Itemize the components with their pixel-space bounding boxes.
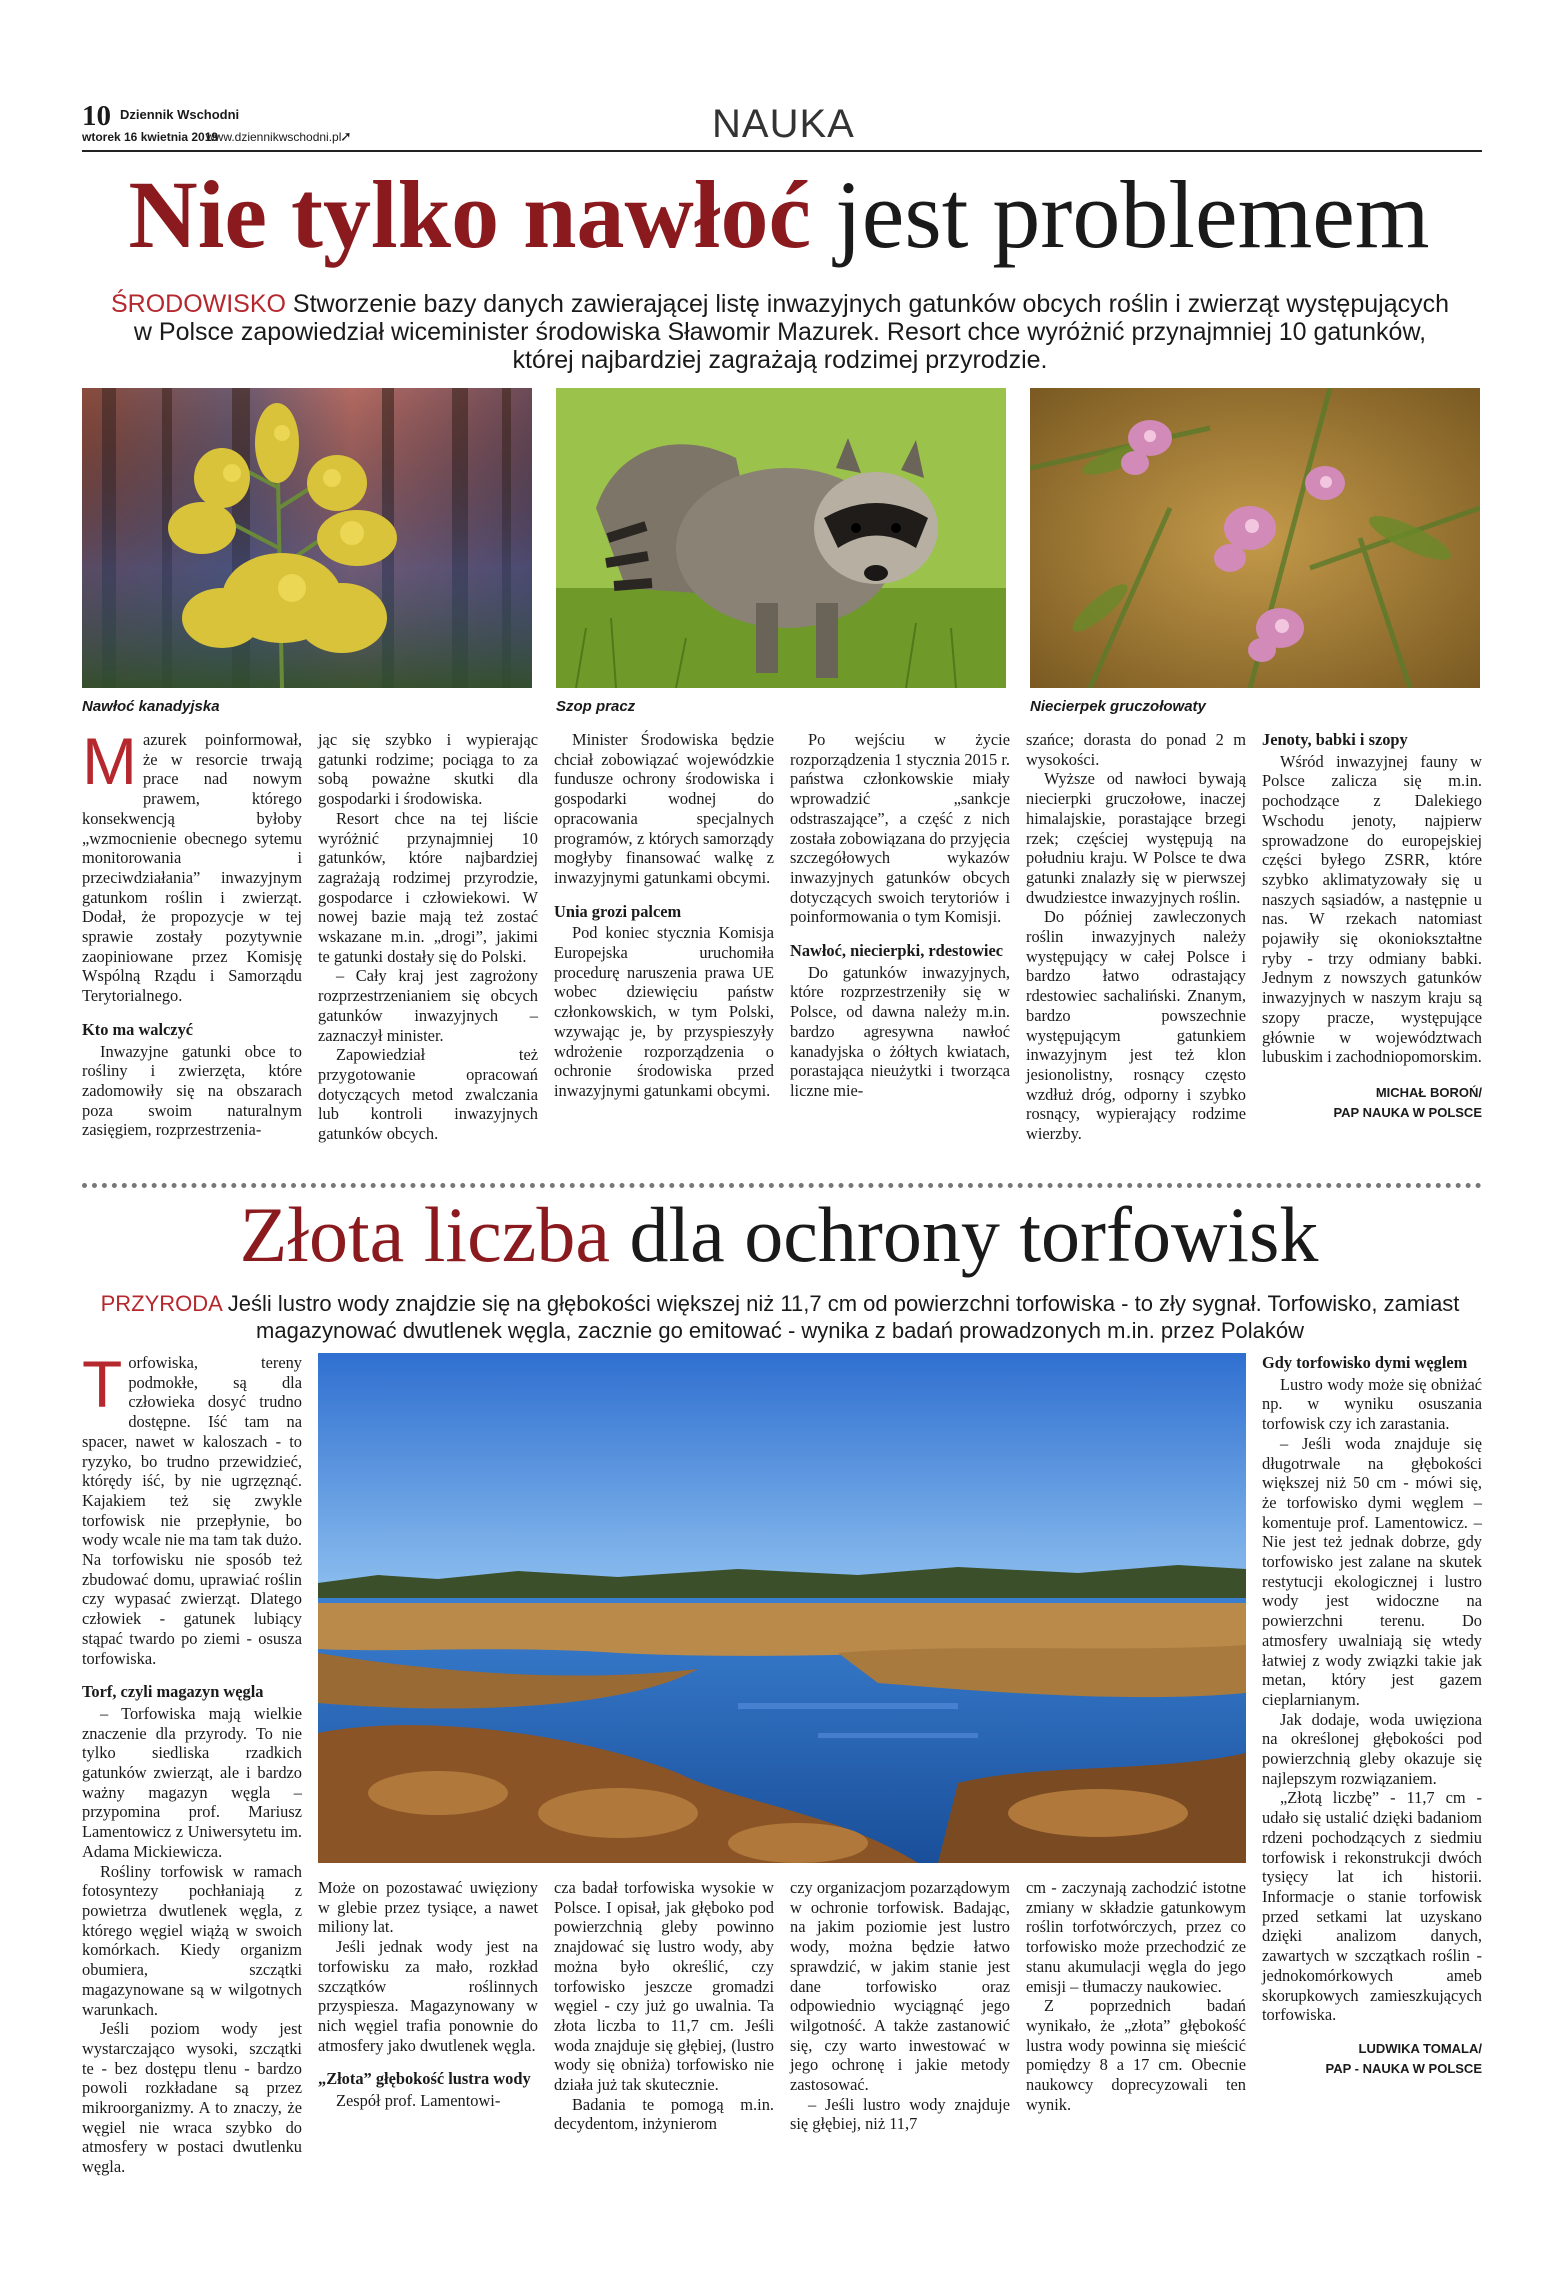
subheading: Kto ma walczyć [82,1019,194,1039]
paragraph: Pod koniec stycznia Komisja Europejska uruchomiła procedurę naruszenia prawa UE wobec dziewięciu państw członkowskich, w tym Polski, wzywając je, by przyspieszyły wdrożenie rozporządzenia o ochronie środowiska przed inwazyjnymi gatunkami obcymi. [554,923,774,1100]
lead-line: Stworzenie bazy danych zawierającej listę inwazyjnych gatunków obcych roślin i zwierząt występujących [285,290,1450,318]
paragraph: szańce; dorasta do ponad 2 m wysokości. [1026,730,1246,769]
paragraph: Wyższe od nawłoci bywają niecierpki gruczołowe, inaczej himalajskie, porastające brzegi rzek; częściej występują na południu kraju. W Polsce te dwa gatunki znalazły się w pierwszej dwudziestce inwazyjnych roślin. [1026,769,1246,907]
header-rule [82,150,1482,152]
paragraph: Minister Środowiska będzie chciał zobowiązać wojewódzkie fundusze ochrony środowiska i gospodarki wodnej do opracowania specjalnych programów, z których samorządy mogłyby finansować walkę z inwazyjnymi gatunkami obcymi. [554,730,774,887]
subheading: Torf, czyli magazyn węgla [82,1682,264,1702]
paragraph: Z poprzednich badań wynikało, że „złota” głębokość lustra wody powinna się mieścić pomiędzy 8 a 17 cm. Obecnie naukowcy doprecyzowali ten wynik. [1026,1996,1246,2114]
raccoon-photo [556,388,1006,688]
paragraph: Wśród inwazyjnej fauny w Polsce zalicza się m.in. pochodzące z Dalekiego Wschodu jenoty, najpierw sprowadzone do europejskiej części byłego ZSRR, które szybko aklimatyzowały się u naszych sąsiadów, a następnie u nas. W rzekach natomiast pojawiły się okoniokształtne ryby - trzy odmiany babki. Jednym z nowszych gatunków inwazyjnych w naszym kraju są szopy pracze, występujące głównie w województwach lubuskim i zachodniopomorskim. [1262,751,1482,1067]
paragraph: Jak dodaje, woda uwięziona na określonej głębokości pod powierzchnią gleby okazuje się najlepszym rozwiązaniem. [1262,1709,1482,1788]
paragraph: Resort chce na tej liście wyróżnić przynajmniej 10 gatunków, które najbardziej zagrażają rodzimej przyrodzie, gospodarce i człowiekowi. W nowej bazie mają też zostać wskazane m.in. „drogi”, jakimi te gatunki dostały się do Polski. [318,808,538,966]
page-number: 10 [82,100,111,132]
paragraph: Może on pozostawać uwięziony w glebie przez tysiące, a nawet miliony lat. [318,1878,538,1937]
article-column [318,1878,538,2111]
author-name: MICHAŁ BOROŃ/ [1375,1084,1482,1100]
paragraph: orfowiska, tereny podmokłe, są dla człowieka dosyć trudno dostępne. Iść tam na spacer, nawet w kaloszach - to ryzyko, bo trudno przewidzieć, którędy iść, by nie ugrzęznąć. Kajakiem też się zwykle torfowisk nie przepłynie, bo wody wcale nie ma tam tak dużo. Na torfowisku nie sposób też zbudować domu, uprawiać roślin czy wypasać zwierząt. Dlatego człowiek - gatunek lubiący stąpać twardo po ziemi - osusza torfowiska. [82,1353,302,1668]
article-column [82,1347,302,2177]
article-column [318,730,538,1144]
photo-caption: Szop pracz [556,698,636,715]
drop-cap: T [82,1347,123,1421]
paragraph: Do gatunków inwazyjnych, które rozprzestrzeniły się w Polsce, od dawna należy m.in. bardzo agresywna nawłoć kanadyjska o żółtych kwiatach, porastająca nieużytki i tworząca liczne mie- [790,962,1010,1100]
subheading: Gdy torfowisko dymi węglem [1262,1353,1468,1372]
section-label: NAUKA [712,102,855,146]
paragraph: cza badał torfowiska wysokie w Polsce. I opisał, jak głęboko pod powierzchnią gleby powinno znajdować się lustro wody, aby można było określić, czy torfowisko jeszcze gromadzi węgiel - czy już go uwalnia. Ta złota liczba to 11,7 cm. Jeśli woda znajduje się głębiej, (lustro wody się obniża) torfowisko nie działa już tak skutecznie. [554,1878,774,2095]
article-column [1262,730,1482,1123]
website-link[interactable]: www.dziennikwschodni.pl [206,130,342,144]
paragraph: – Jeśli lustro wody znajduje się głębiej, niż 11,7 [790,2094,1010,2134]
lead-line: Jeśli lustro wody znajdzie się na głębokości większej niż 11,7 cm od powierzchni torfowiska - to zły sygnał. Torfowisko, zamiast [221,1291,1460,1316]
article-column [1026,730,1246,1144]
article-column [82,724,302,1140]
paragraph: „Złotą liczbę” - 11,7 cm - udało się ustalić dzięki badaniom rdzeni pochodzących z siedmiu torfowisk i rekonstrukcji dwóch tysięcy lat ich historii. Informacje o stanie torfowisk przed setkami lat uzyskano dzięki analizom danych, zawartych w szczątkach roślin - jednokomórkowych ameb skorupkowych zamieszkujących torfowiska. [1262,1788,1482,2025]
paragraph: cm - zaczynają zachodzić istotne zmiany w składzie gatunkowym roślin torfotwórczych, przez co torfowisko może przechodzić ze stanu akumulacji węgla do jego emisji – tłumaczy naukowiec. [1026,1878,1246,1996]
paragraph: Do później zawleczonych roślin inwazyjnych należy występujący w całej Polsce i bardzo łatwo odrastający rdestowiec sachaliński. Znanym, bardzo powszechnie występującym gatunkiem inwazyjnym jest też klon jesionolistny, rosnący często wzdłuż dróg, odporny i szybko rosnący, wypierający rodzime wierzby. [1026,907,1246,1144]
headline-accent: Nie tylko nawłoć [128,161,812,268]
article-column [790,1878,1010,2134]
section-divider [82,1183,1482,1188]
article-column [554,1878,774,2134]
subheading: „Złota” głębokość lustra wody [318,2069,531,2089]
headline-rest: jest problemem [811,161,1430,268]
lead-line: której najbardziej zagrażają rodzimej przyrodzie. [512,346,1048,374]
headline-accent: Złota liczba [239,1191,610,1278]
photo-caption: Nawłoć kanadyjska [82,698,220,715]
lead-kicker: PRZYRODA [100,1291,222,1316]
cursor-arrow-icon: ➚ [340,128,352,144]
subheading: Jenoty, babki i szopy [1262,730,1408,749]
headline-rest: dla ochrony torfowisk [609,1191,1319,1278]
paragraph: Lustro wody może się obniżać np. w wyniku osuszania torfowisk czy ich zarastania. [1262,1374,1482,1434]
article-column [554,730,774,1101]
lead-line: magazynować dwutlenek węgla, zacznie go emitować - wynika z badań prowadzonych m.in. przez Polaków [256,1318,1304,1343]
paragraph: – Torfowiska mają wielkie znaczenie dla przyrody. To nie tylko siedliska rzadkich gatunków zwierząt, ale i bardzo ważny magazyn węgla – przypomina prof. Mariusz Lamentowicz z Uniwersytetu im. Adama Mickiewicza. [82,1703,302,1861]
drop-cap: M [82,724,137,798]
subheading: Nawłoć, niecierpki, rdestowiec [790,941,1004,961]
paragraph: jąc się szybko i wypierając gatunki rodzime; pociąga to za sobą poważne skutki dla gospodarki i środowiska. [318,730,538,809]
paragraph: Rośliny torfowisk w ramach fotosyntezy pochłaniają z powietrza dwutlenek węgla, z którego węgiel wiążą w swoich komórkach. Kiedy organizm obumiera, szczątki magazynowane są w wilgotnych warunkach. [82,1861,302,2019]
author-name: LUDWIKA TOMALA/ [1358,2040,1482,2056]
goldenrod-photo [82,388,532,688]
author-agency: PAP - NAUKA W POLSCE [1325,2060,1482,2076]
paragraph: Zapowiedział też przygotowanie opracowań dotyczących metod zwalczania lub kontroli inwazyjnych gatunków obcych. [318,1045,538,1144]
article-lead [80,290,1480,374]
paragraph: Badania te pomogą m.in. decydentom, inżynierom [554,2094,774,2134]
article-column [1026,1878,1246,2114]
paragraph: Po wejściu w życie rozporządzenia 1 stycznia 2015 r. państwa członkowskie miały wprowadzić „sankcje odstraszające”, a część z nich została zobowiązana do przyjęcia szczegółowych wykazów inwazyjnych gatunków obcych dotyczących swoich terytoriów i poinformowania o tym Komisji. [790,730,1010,927]
balsam-photo [1030,388,1480,688]
lead-line: w Polsce zapowiedział wiceminister środowiska Sławomir Mazurek. Resort chce wyróżnić przynajmniej 10 gatunków, [133,318,1427,346]
photo-caption: Niecierpek gruczołowaty [1030,698,1206,715]
subheading: Unia grozi palcem [554,901,682,921]
article-lead [80,1290,1480,1344]
article-headline [0,160,1558,270]
paragraph: – Cały kraj jest zagrożony rozprzestrzenianiem się obcych gatunków inwazyjnych – zaznaczył minister. [318,966,538,1045]
paragraph: azurek poinformował, że w resorcie trwają prace nad nowym prawem, którego konsekwencją byłoby „wzmocnienie obecnego sytemu monitorowania i przeciwdziałania” inwazyjnym gatunkom roślin i zwierząt. Dodał, że propozycje w tej sprawie zostały pozytywnie zaopiniowane przez Komisję Wspólną Rządu i Samorządu Terytorialnego. [82,730,302,1006]
publication-name: Dziennik Wschodni [120,107,240,122]
article-column [1262,1353,1482,2079]
article-column [790,730,1010,1101]
issue-date: wtorek 16 kwietnia 2019 [82,130,219,144]
paragraph: Inwazyjne gatunki obce to rośliny i zwierzęta, które zadomowiły się na obszarach poza swoim naturalnym zasięgiem, rozprzestrzenia- [82,1041,302,1140]
author-agency: PAP NAUKA W POLSCE [1333,1104,1482,1120]
paragraph: – Jeśli woda znajduje się długotrwale na głębokości większej niż 50 cm - mówi się, że torfowisko dymi węglem – komentuje prof. Lamentowicz. – Nie jest też jednak dobrze, gdy torfowisko jest zalane na skutek restytucji ekologicznej i lustro wody jest widoczne na powierzchni terenu. Do atmosfery uwalniają się wtedy łatwiej z wody związki takie jak metan, który jest gazem cieplarnianym. [1262,1433,1482,1709]
peatland-photo [318,1353,1246,1863]
article-headline [0,1190,1558,1280]
lead-kicker: ŚRODOWISKO [110,290,286,318]
paragraph: czy organizacjom pozarządowym w ochronie torfowisk. Badając, na jakim poziomie jest lustro wody, można będzie łatwo sprawdzić, w jakim stanie jest dane torfowisko oraz odpowiednio wyciągnąć jego wilgotność. A także zastanowić się, czy warto inwestować w jego ochronę i jakie metody zastosować. [790,1878,1010,2095]
paragraph: Jeśli poziom wody jest wystarczająco wysoki, szczątki te - bez dostępu tlenu - bardzo powoli rozkładane są przez mikroorganizmy. A to znaczy, że węgiel nie wraca szybko do atmosfery w postaci dwutlenku węgla. [82,2019,302,2177]
paragraph: Zespół prof. Lamentowi- [336,2091,501,2111]
author-byline [1262,1083,1482,1123]
paragraph: Jeśli jednak wody jest na torfowisku za mało, rozkład szczątków roślinnych przyspiesza. Magazynowany w nich węgiel trafia ponownie do atmosfery jako dwutlenek węgla. [318,1937,538,2055]
author-byline [1262,2039,1482,2079]
